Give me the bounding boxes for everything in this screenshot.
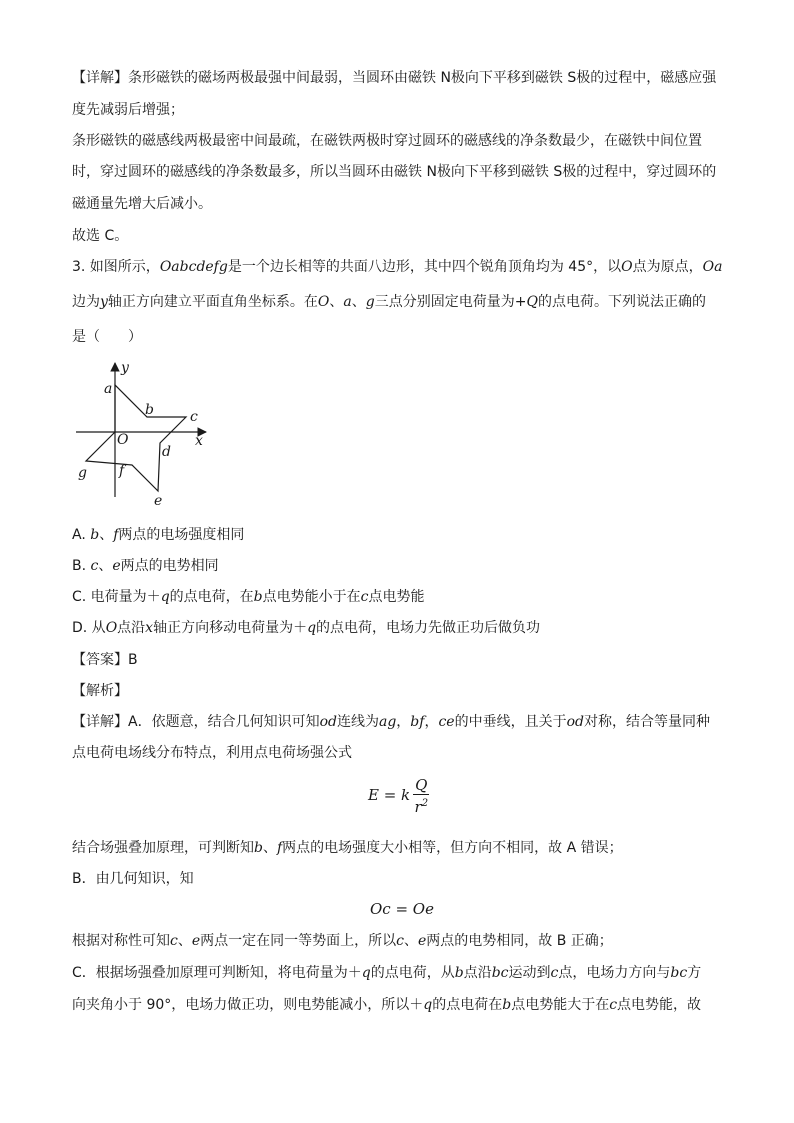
var: Q xyxy=(526,294,538,310)
var: a xyxy=(343,294,352,310)
text: 边为 xyxy=(72,294,100,310)
text: 、 xyxy=(177,933,192,949)
text: 两点的电势相同，故 B 正确； xyxy=(426,933,613,949)
var: Oa xyxy=(702,259,723,275)
text: 、 xyxy=(351,294,366,310)
var: q xyxy=(160,589,170,605)
var: c xyxy=(170,933,178,949)
detail-paragraph-1-line-5: 磁通量先增大后减小。 xyxy=(72,196,212,212)
var: g xyxy=(365,294,375,310)
text: 向夹角小于 90°，电场力做正功，则电势能减小，所以＋ xyxy=(72,997,424,1013)
text: 连线为 xyxy=(336,714,379,730)
label-O: O xyxy=(117,432,129,448)
text: 的点电荷，电场力先做正功后做负功 xyxy=(316,620,541,636)
text: 点电势能大于在 xyxy=(511,997,610,1013)
var: b xyxy=(90,527,100,543)
label-d: d xyxy=(162,444,171,460)
octagon-figure xyxy=(70,355,220,510)
text: 点沿 xyxy=(117,620,146,636)
var: O xyxy=(317,294,330,310)
label-f: f xyxy=(119,463,125,479)
detail-2-a-line-3 xyxy=(72,838,623,858)
detail-tag: 【详解】 xyxy=(72,70,128,86)
var: O xyxy=(621,259,633,275)
text: 两点的电场强度相同 xyxy=(118,527,245,543)
option-d xyxy=(72,618,540,638)
question-3-line-3: 是（ ） xyxy=(72,329,142,345)
text: 三点分别固定电荷量为+ xyxy=(374,294,527,310)
var: c xyxy=(550,965,559,981)
var: q xyxy=(307,620,317,636)
choose-line: 故选 C。 xyxy=(72,228,129,244)
text: 点，电场力方向与 xyxy=(558,965,671,981)
text: 点电势能小于在 xyxy=(262,589,361,605)
var: bf xyxy=(410,714,425,730)
var: b xyxy=(254,840,263,856)
question-3-line-1 xyxy=(72,257,722,277)
text: 的点电荷在 xyxy=(432,997,503,1013)
text: 运动到 xyxy=(508,965,551,981)
fraction xyxy=(413,776,429,816)
label-x: x xyxy=(195,433,203,449)
label-e: e xyxy=(154,493,163,509)
var: e xyxy=(191,933,201,949)
text: 两点一定在同一等势面上，所以 xyxy=(200,933,397,949)
text: 点沿 xyxy=(463,965,492,981)
var: c xyxy=(609,997,618,1013)
text: B. xyxy=(72,558,91,574)
text: 、 xyxy=(262,840,277,856)
detail-paragraph-1-line-4: 时，穿过圆环的磁感线的净条数最多，所以当圆环由磁铁 N极向下平移到磁铁 S极的过程中，穿过圆环的 xyxy=(72,164,717,180)
text: D. 从 xyxy=(72,620,106,636)
var: Oabcdefg xyxy=(159,259,228,275)
var: od xyxy=(319,714,337,730)
detail-tag: 【详解】 xyxy=(72,714,128,730)
question-3-line-2 xyxy=(72,292,706,312)
option-b xyxy=(72,556,219,576)
detail-paragraph-1-line-3: 条形磁铁的磁感线两极最密中间最疏，在磁铁两极时穿过圆环的磁感线的净条数最少，在磁铁中间位置 xyxy=(72,133,702,149)
text: A．依题意，结合几何知识可知 xyxy=(128,714,320,730)
text: 根据对称性可知 xyxy=(72,933,170,949)
text: 点为原点， xyxy=(632,259,703,275)
var: b xyxy=(253,589,263,605)
formula-field-strength xyxy=(368,776,429,816)
var: od xyxy=(566,714,584,730)
var: e xyxy=(112,558,121,574)
var: q xyxy=(423,997,433,1013)
label-y: y xyxy=(121,360,129,376)
text: 轴正方向移动电荷量为＋ xyxy=(153,620,308,636)
text: 的点电荷，从 xyxy=(370,965,455,981)
detail-2-b-line-1: B．由几何知识，知 xyxy=(72,871,194,887)
text: 轴正方向建立平面直角坐标系。在 xyxy=(107,294,318,310)
detail-2-c-line-2 xyxy=(72,995,701,1015)
option-c xyxy=(72,587,424,607)
label-b: b xyxy=(145,402,154,418)
var: ce xyxy=(438,714,455,730)
answer-value: B xyxy=(128,652,138,668)
detail-2-a-line-1 xyxy=(72,712,710,732)
text: C. 电荷量为＋ xyxy=(72,589,161,605)
var: bc xyxy=(491,965,509,981)
var: f xyxy=(113,527,119,543)
var: ag xyxy=(378,714,397,730)
var: b xyxy=(454,965,464,981)
text: 结合场强叠加原理，可判断知 xyxy=(72,840,254,856)
formula-oc-oe: Oc = Oe xyxy=(370,900,434,918)
var: bc xyxy=(670,965,688,981)
text: 是一个边长相等的共面八边形，其中四个锐角顶角均为 45°，以 xyxy=(227,259,622,275)
detail-2-b-line-2 xyxy=(72,931,613,951)
text: A. xyxy=(72,527,91,543)
option-a xyxy=(72,525,244,545)
text: 两点的电势相同 xyxy=(120,558,219,574)
text: 方 xyxy=(687,965,702,981)
text: 两点的电场强度大小相等，但方向不相同，故 A 错误； xyxy=(282,840,623,856)
text: 、 xyxy=(99,527,114,543)
text: 的点电荷，在 xyxy=(169,589,254,605)
var: b xyxy=(502,997,512,1013)
answer-line xyxy=(72,650,138,670)
detail-paragraph-1-line-1 xyxy=(72,68,716,88)
text: 条形磁铁的磁场两极最强中间最弱，当圆环由磁铁 N极向下平移到磁铁 S极的过程中，磁感应强 xyxy=(128,70,717,86)
text: 、 xyxy=(329,294,344,310)
label-a: a xyxy=(104,381,113,397)
var: f xyxy=(276,840,283,856)
numerator: Q xyxy=(415,776,428,794)
label-g: g xyxy=(78,465,87,481)
var: c xyxy=(90,558,99,574)
text: 点电势能，故 xyxy=(617,997,702,1013)
text: 点电势能 xyxy=(368,589,425,605)
detail-paragraph-1-line-2: 度先减弱后增强； xyxy=(72,102,184,118)
denominator xyxy=(413,795,429,816)
var: y xyxy=(100,294,108,310)
formula-lhs: E = k xyxy=(368,786,411,804)
text: ， xyxy=(424,714,439,730)
analysis-label: 【解析】 xyxy=(72,683,128,699)
text: ， xyxy=(396,714,411,730)
text: 对称，结合等量同种 xyxy=(583,714,710,730)
var: O xyxy=(105,620,118,636)
text: 3. 如图所示， xyxy=(72,259,160,275)
exponent: 2 xyxy=(421,798,429,809)
var: c xyxy=(396,933,404,949)
answer-label: 【答案】 xyxy=(72,652,128,668)
denominator-base: r xyxy=(414,798,422,816)
var: x xyxy=(145,620,154,636)
text: 、 xyxy=(98,558,113,574)
text: 、 xyxy=(403,933,418,949)
text: 的中垂线，且关于 xyxy=(454,714,567,730)
detail-2-a-line-2: 点电荷电场线分布特点，利用点电荷场强公式 xyxy=(72,745,352,761)
var: c xyxy=(360,589,369,605)
var: q xyxy=(361,965,371,981)
detail-2-c-line-1 xyxy=(72,963,701,983)
octagon-outline xyxy=(86,385,186,491)
text: 的点电荷。下列说法正确的 xyxy=(537,294,706,310)
label-c: c xyxy=(190,409,198,425)
text: C．根据场强叠加原理可判断知，将电荷量为＋ xyxy=(72,965,362,981)
var: e xyxy=(417,933,427,949)
